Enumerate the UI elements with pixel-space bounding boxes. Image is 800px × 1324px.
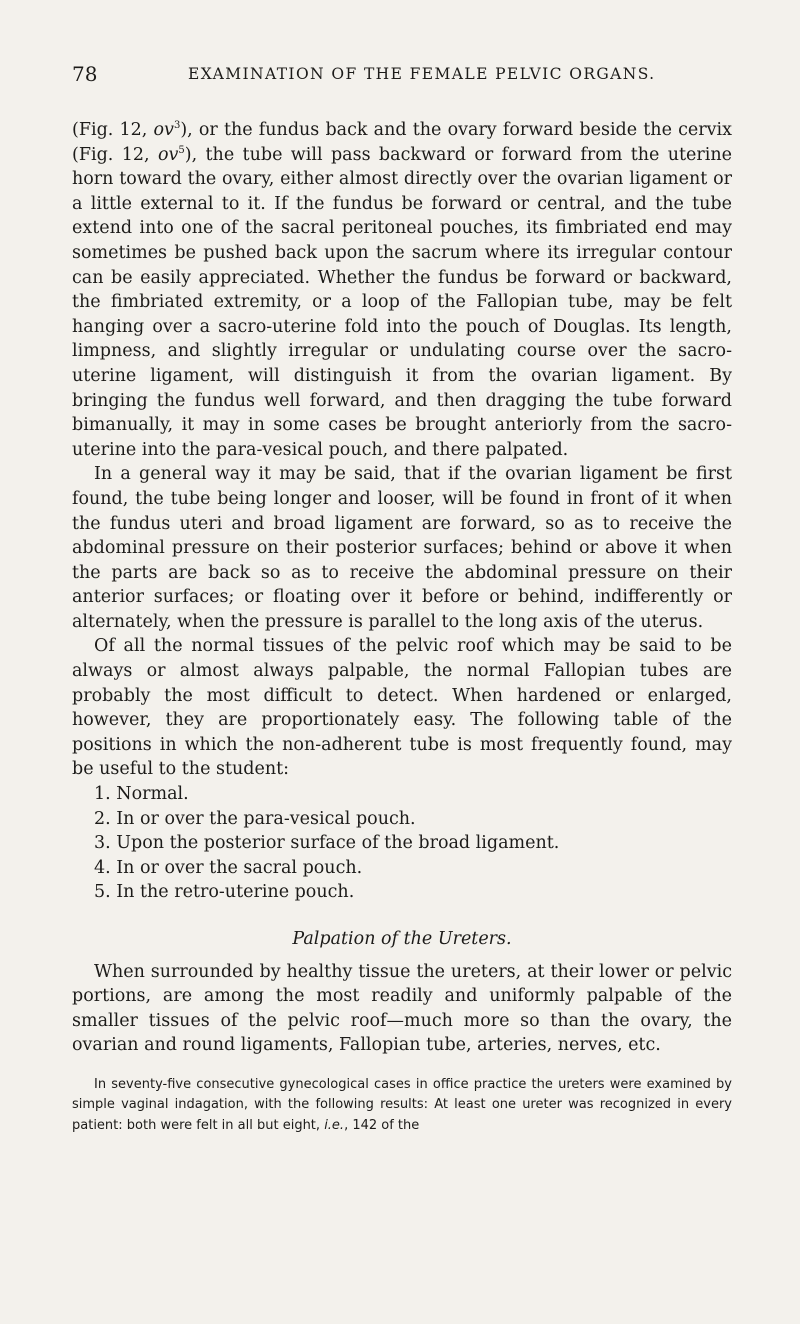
italic-text: ov [157, 144, 179, 165]
text-run: In seventy-five consecutive gynecological cases in office practice the ureters were examined by simple vaginal indagation, with the following results: At least one ureter was recognized in every patient: both were felt in all but eight, [72, 1076, 732, 1133]
superscript: 3 [173, 120, 181, 132]
page-header [72, 62, 728, 88]
paragraph-small-print [72, 1075, 732, 1137]
list-item: 5. In the retro-uterine pouch. [94, 882, 355, 903]
section-heading: Palpation of the Ureters. [292, 929, 512, 949]
running-head: EXAMINATION OF THE FEMALE PELVIC ORGANS. [188, 65, 656, 83]
superscript: 5 [178, 144, 185, 156]
paragraph-ureters: When surrounded by healthy tissue the ureters, at their lower or pelvic portions, are among the most readily and uniformly palpable of the smaller tissues of the pelvic roof—much more so than the ovary, the ovarian and round ligaments, Fallopian tube, arteries, nerves, etc. [72, 961, 732, 1056]
list-item: 3. Upon the posterior surface of the broad ligament. [94, 833, 560, 854]
text-run: (Fig. 12, [72, 120, 154, 140]
text-run: ), the tube will pass backward or forward from the uterine horn toward the ovary, either almost directly over the ovarian ligament or a little external to it. If the fundus be forward or central, and the tube extend into one of the sacral peritoneal pouches, its fimbriated end may sometimes be pushed back upon the sacrum where its irregular contour can be easily appreciated. Whether the fundus be forward or backward, the fimbriated extremity, or a loop of the Fallopian tube, may be felt hanging over a sacro-uterine fold into the pouch of Douglas. Its length, limpness, and slightly irregular or undulating course over the sacro-uterine ligament, will distinguish it from the ovarian ligament. By bringing the fundus well forward, and then dragging the tube forward bimanually, it may in some cases be brought anteriorly from the sacro-uterine into the para-vesical pouch, and there palpated. [72, 144, 732, 460]
page-number: 78 [72, 62, 98, 86]
list-item: 2. In or over the para-vesical pouch. [94, 808, 416, 829]
list-item: 4. In or over the sacral pouch. [94, 857, 363, 878]
text-run: , 142 of the [344, 1117, 420, 1133]
paragraph-tube-course [72, 118, 732, 462]
text-run: Of all the normal tissues of the pelvic roof which may be said to be always or almost always palpable, the normal Fallopian tubes are probably the most difficult to detect. When hardened or enlarged, however, they are proportionately easy. The following table of the positions in which the non-adherent tube is most frequently found, may be useful to the student: [72, 636, 732, 780]
italic-text: i.e. [324, 1117, 345, 1133]
text-run: ), or the fundus back and the ovary forward beside the cervix (Fig. 12, [72, 120, 732, 165]
paragraph-palpability [72, 634, 732, 782]
list-item: 1. Normal. [94, 784, 189, 805]
text-run: In a general way it may be said, that if the ovarian ligament be first found, the tube being longer and looser, will be found in front of it when the fundus uteri and broad ligament are forward, so as to receive the abdominal pressure on their posterior surfaces; behind or above it when the parts are back so as to receive the abdominal pressure on their anterior surfaces; or floating over it before or behind, indifferently or alternately, when the pressure is parallel to the long axis of the uterus. [72, 464, 732, 632]
tube-positions-list [72, 782, 732, 905]
italic-text: ov [153, 120, 174, 140]
paragraph-general-rule [72, 462, 732, 634]
body-text [72, 118, 732, 1136]
